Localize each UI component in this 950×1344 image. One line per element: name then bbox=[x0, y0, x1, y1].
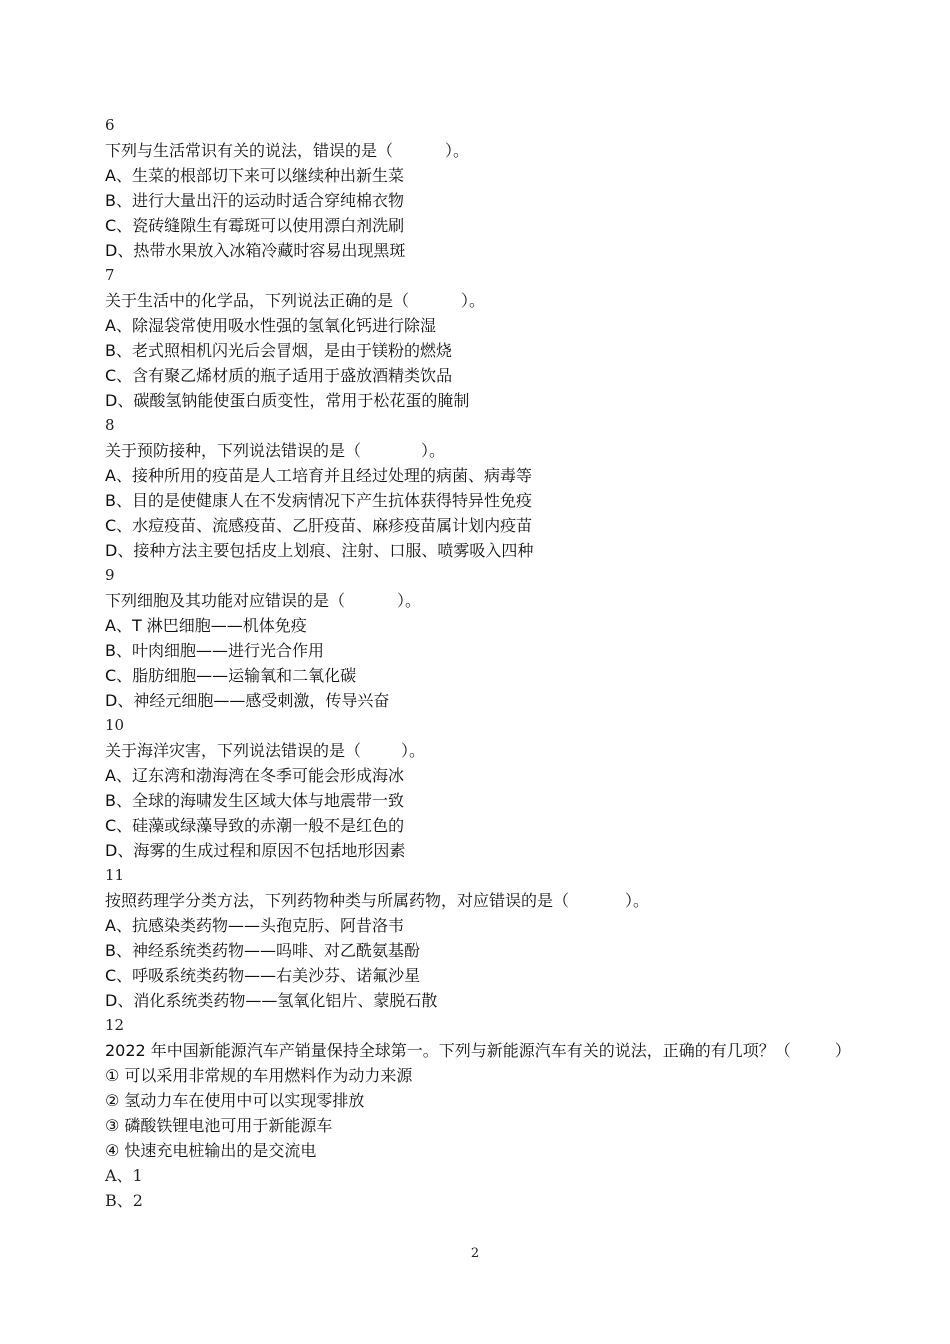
option-d: D、神经元细胞——感受刺激，传导兴奋 bbox=[105, 691, 390, 710]
option-d: D、热带水果放入冰箱冷藏时容易出现黑斑 bbox=[105, 241, 406, 260]
option-b: B、老式照相机闪光后会冒烟，是由于镁粉的燃烧 bbox=[105, 341, 452, 360]
question-stem: 关于生活中的化学品，下列说法正确的是（ ）。 bbox=[105, 291, 486, 310]
option-a: A、生菜的根部切下来可以继续种出新生菜 bbox=[105, 166, 404, 185]
question-number: 12 bbox=[105, 1016, 125, 1034]
question-number: 6 bbox=[105, 116, 115, 134]
statement-1: ① 可以采用非常规的车用燃料作为动力来源 bbox=[105, 1066, 413, 1085]
option-c: C、硅藻或绿藻导致的赤潮一般不是红色的 bbox=[105, 816, 405, 835]
option-a: A、抗感染类药物——头孢克肟、阿昔洛韦 bbox=[105, 916, 404, 935]
option-b: B、进行大量出汗的运动时适合穿纯棉衣物 bbox=[105, 191, 404, 210]
option-d: D、消化系统类药物——氢氧化铝片、蒙脱石散 bbox=[105, 991, 438, 1010]
option-c: C、水痘疫苗、流感疫苗、乙肝疫苗、麻疹疫苗属计划内疫苗 bbox=[105, 516, 533, 535]
option-a: A、1 bbox=[105, 1166, 143, 1185]
question-list bbox=[105, 113, 905, 1213]
question-12 bbox=[105, 1013, 905, 1213]
option-b: B、全球的海啸发生区域大体与地震带一致 bbox=[105, 791, 404, 810]
option-d: D、海雾的生成过程和原因不包括地形因素 bbox=[105, 841, 406, 860]
question-stem: 关于预防接种，下列说法错误的是（ ）。 bbox=[105, 441, 446, 460]
statement-3: ③ 磷酸铁锂电池可用于新能源车 bbox=[105, 1116, 333, 1135]
page-number: 2 bbox=[470, 1246, 480, 1261]
question-stem: 2022 年中国新能源汽车产销量保持全球第一。下列与新能源汽车有关的说法，正确的有几项？（ ） bbox=[105, 1041, 851, 1060]
question-number: 11 bbox=[105, 866, 125, 884]
question-number: 8 bbox=[105, 416, 115, 434]
option-b: B、神经系统类药物——吗啡、对乙酰氨基酚 bbox=[105, 941, 420, 960]
option-c: C、呼吸系统类药物——右美沙芬、诺氟沙星 bbox=[105, 966, 421, 985]
question-stem: 关于海洋灾害，下列说法错误的是（ ）。 bbox=[105, 741, 426, 760]
question-8 bbox=[105, 413, 905, 563]
question-7 bbox=[105, 263, 905, 413]
option-b: B、目的是使健康人在不发病情况下产生抗体获得特异性免疫 bbox=[105, 491, 532, 510]
question-9 bbox=[105, 563, 905, 713]
option-c: C、含有聚乙烯材质的瓶子适用于盛放酒精类饮品 bbox=[105, 366, 453, 385]
option-a: A、T 淋巴细胞——机体免疫 bbox=[105, 616, 307, 635]
statement-2: ② 氢动力车在使用中可以实现零排放 bbox=[105, 1091, 365, 1110]
question-stem: 按照药理学分类方法，下列药物种类与所属药物，对应错误的是（ ）。 bbox=[105, 891, 650, 910]
option-d: D、接种方法主要包括皮上划痕、注射、口服、喷雾吸入四种 bbox=[105, 541, 534, 560]
question-number: 7 bbox=[105, 266, 115, 284]
option-a: A、辽东湾和渤海湾在冬季可能会形成海冰 bbox=[105, 766, 404, 785]
question-number: 10 bbox=[105, 716, 125, 734]
question-6 bbox=[105, 113, 905, 263]
option-b: B、2 bbox=[105, 1191, 143, 1210]
option-a: A、除湿袋常使用吸水性强的氢氧化钙进行除湿 bbox=[105, 316, 436, 335]
option-b: B、叶肉细胞——进行光合作用 bbox=[105, 641, 324, 660]
question-number: 9 bbox=[105, 566, 115, 584]
question-stem: 下列与生活常识有关的说法，错误的是（ ）。 bbox=[105, 141, 470, 160]
question-stem: 下列细胞及其功能对应错误的是（ ）。 bbox=[105, 591, 422, 610]
question-11 bbox=[105, 863, 905, 1013]
question-10 bbox=[105, 713, 905, 863]
option-a: A、接种所用的疫苗是人工培育并且经过处理的病菌、病毒等 bbox=[105, 466, 532, 485]
option-c: C、脂肪细胞——运输氧和二氧化碳 bbox=[105, 666, 357, 685]
statement-4: ④ 快速充电桩输出的是交流电 bbox=[105, 1141, 317, 1160]
option-d: D、碳酸氢钠能使蛋白质变性，常用于松花蛋的腌制 bbox=[105, 391, 470, 410]
option-c: C、瓷砖缝隙生有霉斑可以使用漂白剂洗刷 bbox=[105, 216, 405, 235]
